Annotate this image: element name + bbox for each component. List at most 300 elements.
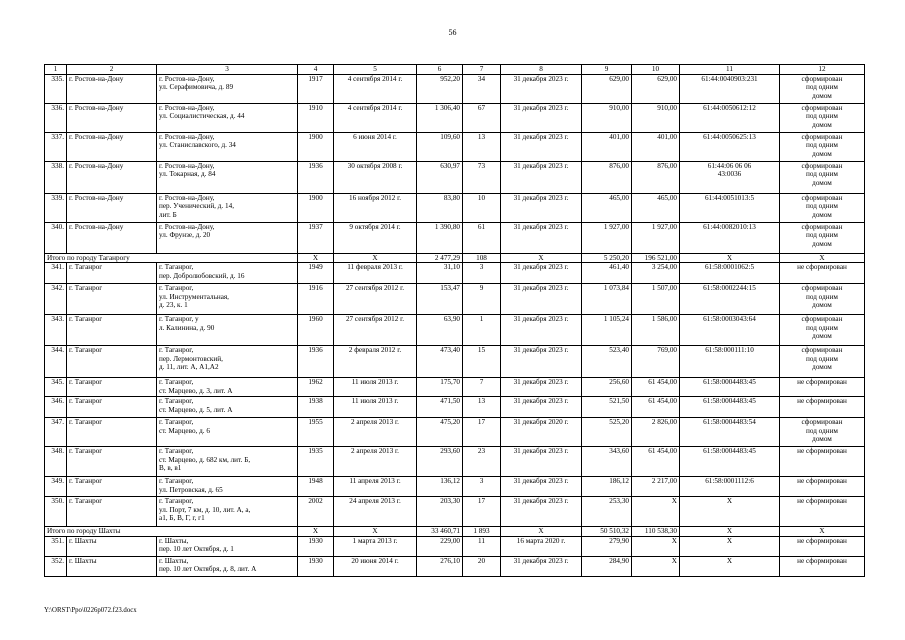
- residents-cell: 7: [463, 378, 501, 397]
- column-number: 5: [334, 65, 417, 75]
- table-body: [45, 65, 865, 577]
- deadline-cell: 31 декабря 2023 г.: [501, 193, 582, 222]
- land-status-cell: не сформирован: [780, 447, 865, 477]
- land-status-line: под одним: [806, 83, 838, 92]
- land-status-line: домом: [812, 332, 832, 341]
- subtotal-deadline: X: [501, 527, 582, 537]
- land-status-line: под одним: [806, 202, 838, 211]
- municipality-cell: г. Шахты: [67, 536, 157, 556]
- column-number: 7: [463, 65, 501, 75]
- municipality-cell: г. Ростов-на-Дону: [67, 132, 157, 161]
- municipality-cell: г. Таганрог: [67, 477, 157, 497]
- land-status-line: под одним: [806, 231, 838, 240]
- address-line: ул. Порт, 7 км, д. 10, лит. А, а,: [159, 505, 251, 514]
- address-line: г. Таганрог,: [159, 447, 194, 456]
- row-number-cell: 340.: [45, 222, 67, 253]
- land-status-line: домом: [812, 149, 832, 158]
- year-built-cell: 1955: [298, 418, 334, 447]
- row-number-cell: 352.: [45, 556, 67, 576]
- municipality-cell: г. Таганрог: [67, 497, 157, 527]
- cadastral-number-cell: 61:44:0050625:13: [680, 132, 780, 161]
- land-status-cell: [780, 103, 865, 132]
- inclusion-date-cell: 4 сентября 2014 г.: [334, 103, 417, 132]
- area-cell: 630,97: [417, 161, 463, 193]
- land-status-line: под одним: [806, 112, 838, 121]
- address-line: пер. 10 лет Октября, д. 1: [159, 545, 234, 554]
- cost-total-cell: 61 454,00: [632, 397, 680, 418]
- address-cell: [157, 103, 298, 132]
- area-cell: 203,30: [417, 497, 463, 527]
- cost-cell: 910,00: [582, 103, 632, 132]
- area-cell: 31,10: [417, 263, 463, 284]
- table-row: [45, 397, 865, 418]
- table-row: [45, 222, 865, 253]
- cost-total-cell: 2 217,00: [632, 477, 680, 497]
- address-cell: [157, 536, 298, 556]
- address-line: д. 11, лит. А, А1,А2: [159, 363, 219, 372]
- address-line: ст. Марцево, д. 6: [159, 426, 210, 435]
- deadline-cell: 31 декабря 2023 г.: [501, 556, 582, 576]
- row-number-cell: 341.: [45, 263, 67, 284]
- municipality-cell: г. Ростов-на-Дону: [67, 103, 157, 132]
- subtotal-area: 33 460,71: [417, 527, 463, 537]
- residents-cell: 3: [463, 263, 501, 284]
- address-line: г. Ростов-на-Дону,: [159, 161, 215, 170]
- year-built-cell: 1962: [298, 378, 334, 397]
- address-line: г. Ростов-на-Дону,: [159, 74, 215, 83]
- row-number-cell: 346.: [45, 397, 67, 418]
- year-built-cell: 1930: [298, 556, 334, 576]
- residents-cell: 73: [463, 161, 501, 193]
- year-built-cell: 1900: [298, 193, 334, 222]
- inclusion-date-cell: 2 февраля 2012 г.: [334, 346, 417, 378]
- cost-total-cell: 61 454,00: [632, 378, 680, 397]
- address-line: г. Таганрог,: [159, 263, 194, 272]
- inclusion-date-cell: 27 сентября 2012 г.: [334, 315, 417, 346]
- address-line: ул. Инструментальная,: [159, 292, 229, 301]
- land-status-line: под одним: [806, 354, 838, 363]
- cost-total-cell: 769,00: [632, 346, 680, 378]
- column-number: 12: [780, 65, 865, 75]
- address-cell: [157, 397, 298, 418]
- residents-cell: 20: [463, 556, 501, 576]
- cadastral-number-line: 43:0036: [717, 170, 742, 179]
- municipality-cell: г. Таганрог: [67, 315, 157, 346]
- column-number: 8: [501, 65, 582, 75]
- row-number-cell: 351.: [45, 536, 67, 556]
- row-number-cell: 336.: [45, 103, 67, 132]
- area-cell: 153,47: [417, 284, 463, 315]
- address-cell: [157, 222, 298, 253]
- address-line: В, в, в1: [159, 464, 182, 473]
- deadline-cell: 16 марта 2020 г.: [501, 536, 582, 556]
- table-row: [45, 74, 865, 103]
- cost-total-cell: 3 254,00: [632, 263, 680, 284]
- land-status-line: сформирован: [801, 284, 843, 293]
- subtotal-year-built: X: [298, 253, 334, 263]
- cost-cell: 465,00: [582, 193, 632, 222]
- land-status-line: сформирован: [801, 222, 843, 231]
- subtotal-cost-total: 110 538,30: [632, 527, 680, 537]
- address-cell: [157, 477, 298, 497]
- deadline-cell: 31 декабря 2023 г.: [501, 284, 582, 315]
- municipality-cell: г. Ростов-на-Дону: [67, 222, 157, 253]
- cadastral-number-cell: 61:58:0004483:54: [680, 418, 780, 447]
- land-status-line: сформирован: [801, 346, 843, 355]
- subtotal-land-status: X: [780, 527, 865, 537]
- table-row: [45, 346, 865, 378]
- table-row: [45, 536, 865, 556]
- inclusion-date-cell: 6 июня 2014 г.: [334, 132, 417, 161]
- address-line: ул. Социалистическая, д. 44: [159, 112, 245, 121]
- residents-cell: 17: [463, 418, 501, 447]
- address-cell: [157, 418, 298, 447]
- residents-cell: 17: [463, 497, 501, 527]
- deadline-cell: 31 декабря 2023 г.: [501, 263, 582, 284]
- cost-total-cell: X: [632, 497, 680, 527]
- inclusion-date-cell: 11 июля 2013 г.: [334, 378, 417, 397]
- municipality-cell: г. Ростов-на-Дону: [67, 193, 157, 222]
- cost-cell: 256,60: [582, 378, 632, 397]
- land-status-line: под одним: [806, 170, 838, 179]
- residents-cell: 11: [463, 536, 501, 556]
- cost-cell: 525,20: [582, 418, 632, 447]
- subtotal-inclusion-date: X: [334, 527, 417, 537]
- land-status-line: сформирован: [801, 132, 843, 141]
- address-line: ул. Фрунзе, д. 20: [159, 231, 211, 240]
- cost-cell: 876,00: [582, 161, 632, 193]
- table-row: [45, 263, 865, 284]
- municipality-cell: г. Ростов-на-Дону: [67, 74, 157, 103]
- year-built-cell: 1948: [298, 477, 334, 497]
- address-line: г. Таганрог,: [159, 477, 194, 486]
- table-row: [45, 477, 865, 497]
- row-number-cell: 345.: [45, 378, 67, 397]
- year-built-cell: 1938: [298, 397, 334, 418]
- area-cell: 475,20: [417, 418, 463, 447]
- area-cell: 276,10: [417, 556, 463, 576]
- address-line: г. Таганрог,: [159, 284, 194, 293]
- land-status-line: сформирован: [801, 418, 843, 427]
- land-status-cell: не сформирован: [780, 263, 865, 284]
- residents-cell: 10: [463, 193, 501, 222]
- land-status-line: под одним: [806, 323, 838, 332]
- cost-cell: 401,00: [582, 132, 632, 161]
- subtotal-row: [45, 527, 865, 537]
- inclusion-date-cell: 11 июля 2013 г.: [334, 397, 417, 418]
- cost-total-cell: 401,00: [632, 132, 680, 161]
- address-cell: [157, 447, 298, 477]
- year-built-cell: 1917: [298, 74, 334, 103]
- land-status-line: под одним: [806, 141, 838, 150]
- land-status-cell: [780, 222, 865, 253]
- cadastral-number-cell: 61:58:000111:10: [680, 346, 780, 378]
- address-line: д. 23, к. 1: [159, 301, 188, 310]
- land-status-line: домом: [812, 91, 832, 100]
- cadastral-number-cell: 61:58:0001062:5: [680, 263, 780, 284]
- row-number-cell: 335.: [45, 74, 67, 103]
- address-line: г. Таганрог,: [159, 397, 194, 406]
- cost-cell: 284,90: [582, 556, 632, 576]
- inclusion-date-cell: 2 апреля 2013 г.: [334, 447, 417, 477]
- municipality-cell: г. Таганрог: [67, 284, 157, 315]
- area-cell: 109,60: [417, 132, 463, 161]
- land-status-line: домом: [812, 239, 832, 248]
- row-number-cell: 348.: [45, 447, 67, 477]
- land-status-cell: не сформирован: [780, 536, 865, 556]
- column-number: 9: [582, 65, 632, 75]
- address-cell: [157, 74, 298, 103]
- row-number-cell: 337.: [45, 132, 67, 161]
- land-status-line: под одним: [806, 292, 838, 301]
- address-cell: [157, 378, 298, 397]
- registry-table: [44, 64, 865, 577]
- deadline-cell: 31 декабря 2023 г.: [501, 74, 582, 103]
- year-built-cell: 1930: [298, 536, 334, 556]
- inclusion-date-cell: 11 февраля 2013 г.: [334, 263, 417, 284]
- year-built-cell: 1937: [298, 222, 334, 253]
- address-line: лит. Б: [159, 210, 177, 219]
- address-line: г. Таганрог, у: [159, 315, 199, 324]
- land-status-cell: [780, 315, 865, 346]
- cost-cell: 253,30: [582, 497, 632, 527]
- address-line: ст. Марцево, д. 3, лит. А: [159, 386, 233, 395]
- address-line: г. Ростов-на-Дону,: [159, 222, 215, 231]
- municipality-cell: г. Таганрог: [67, 397, 157, 418]
- address-cell: [157, 346, 298, 378]
- column-numbers-row: [45, 65, 865, 75]
- address-line: ул. Петровская, д. 65: [159, 485, 223, 494]
- land-status-cell: [780, 74, 865, 103]
- year-built-cell: 1936: [298, 161, 334, 193]
- address-line: г. Ростов-на-Дону,: [159, 193, 215, 202]
- area-cell: 293,60: [417, 447, 463, 477]
- address-line: пер. Лермонтовский,: [159, 354, 223, 363]
- inclusion-date-cell: 20 июня 2014 г.: [334, 556, 417, 576]
- land-status-cell: [780, 132, 865, 161]
- residents-cell: 34: [463, 74, 501, 103]
- year-built-cell: 1916: [298, 284, 334, 315]
- subtotal-residents: 1 893: [463, 527, 501, 537]
- row-number-cell: 339.: [45, 193, 67, 222]
- inclusion-date-cell: 16 ноября 2012 г.: [334, 193, 417, 222]
- cadastral-number-cell: X: [680, 556, 780, 576]
- subtotal-land-status: X: [780, 253, 865, 263]
- deadline-cell: 31 декабря 2023 г.: [501, 378, 582, 397]
- address-line: г. Таганрог,: [159, 378, 194, 387]
- cadastral-number-cell: [680, 161, 780, 193]
- inclusion-date-cell: 4 сентября 2014 г.: [334, 74, 417, 103]
- address-line: г. Таганрог,: [159, 346, 194, 355]
- address-line: ул. Серафимовича, д. 89: [159, 83, 234, 92]
- municipality-cell: г. Ростов-на-Дону: [67, 161, 157, 193]
- cost-total-cell: X: [632, 556, 680, 576]
- cost-cell: 279,90: [582, 536, 632, 556]
- cadastral-number-cell: X: [680, 497, 780, 527]
- address-cell: [157, 315, 298, 346]
- table-row: [45, 103, 865, 132]
- land-status-cell: [780, 161, 865, 193]
- deadline-cell: 31 декабря 2023 г.: [501, 222, 582, 253]
- deadline-cell: 31 декабря 2023 г.: [501, 132, 582, 161]
- land-status-line: домом: [812, 363, 832, 372]
- address-cell: [157, 132, 298, 161]
- deadline-cell: 31 декабря 2023 г.: [501, 161, 582, 193]
- table-row: [45, 161, 865, 193]
- subtotal-label: Итого по городу Таганрогу: [45, 253, 298, 263]
- year-built-cell: 1910: [298, 103, 334, 132]
- year-built-cell: 1900: [298, 132, 334, 161]
- subtotal-cost: 50 510,32: [582, 527, 632, 537]
- land-status-cell: [780, 284, 865, 315]
- cadastral-number-cell: 61:58:0002244:15: [680, 284, 780, 315]
- land-status-cell: не сформирован: [780, 477, 865, 497]
- table-row: [45, 284, 865, 315]
- area-cell: 1 390,80: [417, 222, 463, 253]
- column-number: 4: [298, 65, 334, 75]
- cadastral-number-cell: 61:58:0001112:6: [680, 477, 780, 497]
- cost-total-cell: 1 507,00: [632, 284, 680, 315]
- cost-cell: 343,60: [582, 447, 632, 477]
- cost-cell: 1 073,84: [582, 284, 632, 315]
- cost-total-cell: X: [632, 536, 680, 556]
- land-status-cell: не сформирован: [780, 497, 865, 527]
- land-status-line: сформирован: [801, 193, 843, 202]
- land-status-cell: не сформирован: [780, 378, 865, 397]
- deadline-cell: 31 декабря 2023 г.: [501, 477, 582, 497]
- cost-cell: 1 927,00: [582, 222, 632, 253]
- deadline-cell: 31 декабря 2023 г.: [501, 103, 582, 132]
- land-status-cell: [780, 346, 865, 378]
- cadastral-number-cell: 61:58:0004483:45: [680, 397, 780, 418]
- inclusion-date-cell: 27 сентября 2012 г.: [334, 284, 417, 315]
- subtotal-deadline: X: [501, 253, 582, 263]
- area-cell: 83,80: [417, 193, 463, 222]
- cost-total-cell: 1 586,00: [632, 315, 680, 346]
- land-status-cell: не сформирован: [780, 556, 865, 576]
- cadastral-number-line: 61:44:06 06 06: [707, 161, 752, 170]
- cost-total-cell: 61 454,00: [632, 447, 680, 477]
- address-line: г. Таганрог,: [159, 497, 194, 506]
- cost-cell: 521,50: [582, 397, 632, 418]
- municipality-cell: г. Таганрог: [67, 418, 157, 447]
- inclusion-date-cell: 30 октября 2008 г.: [334, 161, 417, 193]
- column-number: 3: [157, 65, 298, 75]
- address-line: г. Ростов-на-Дону,: [159, 103, 215, 112]
- deadline-cell: 31 декабря 2023 г.: [501, 346, 582, 378]
- cost-cell: 523,40: [582, 346, 632, 378]
- cadastral-number-cell: 61:58:0004483:45: [680, 447, 780, 477]
- subtotal-residents: 108: [463, 253, 501, 263]
- land-status-line: домом: [812, 178, 832, 187]
- area-cell: 473,40: [417, 346, 463, 378]
- residents-cell: 67: [463, 103, 501, 132]
- address-line: ул. Станиславского, д. 34: [159, 141, 236, 150]
- cadastral-number-cell: 61:44:0082010:13: [680, 222, 780, 253]
- deadline-cell: 31 декабря 2023 г.: [501, 315, 582, 346]
- cost-cell: 1 105,24: [582, 315, 632, 346]
- land-status-line: сформирован: [801, 103, 843, 112]
- cost-cell: 629,00: [582, 74, 632, 103]
- address-line: пер. Ученический, д. 14,: [159, 202, 234, 211]
- year-built-cell: 1949: [298, 263, 334, 284]
- address-line: г. Ростов-на-Дону,: [159, 132, 215, 141]
- cost-total-cell: 629,00: [632, 74, 680, 103]
- row-number-cell: 347.: [45, 418, 67, 447]
- inclusion-date-cell: 24 апреля 2013 г.: [334, 497, 417, 527]
- residents-cell: 61: [463, 222, 501, 253]
- land-status-line: домом: [812, 435, 832, 444]
- year-built-cell: 1960: [298, 315, 334, 346]
- cadastral-number-cell: 61:58:0003043:64: [680, 315, 780, 346]
- table-row: [45, 132, 865, 161]
- inclusion-date-cell: 1 марта 2013 г.: [334, 536, 417, 556]
- cadastral-number-cell: 61:44:0040903:231: [680, 74, 780, 103]
- area-cell: 63,90: [417, 315, 463, 346]
- land-status-line: домом: [812, 120, 832, 129]
- cost-cell: 186,12: [582, 477, 632, 497]
- row-number-cell: 344.: [45, 346, 67, 378]
- cost-total-cell: 876,00: [632, 161, 680, 193]
- table-row: [45, 378, 865, 397]
- address-line: л. Калинина, д. 90: [159, 323, 215, 332]
- cadastral-number-cell: X: [680, 536, 780, 556]
- area-cell: 175,70: [417, 378, 463, 397]
- area-cell: 1 306,40: [417, 103, 463, 132]
- area-cell: 471,50: [417, 397, 463, 418]
- row-number-cell: 338.: [45, 161, 67, 193]
- subtotal-cadastral-number: X: [680, 253, 780, 263]
- row-number-cell: 343.: [45, 315, 67, 346]
- column-number: 10: [632, 65, 680, 75]
- subtotal-row: [45, 253, 865, 263]
- address-cell: [157, 556, 298, 576]
- subtotal-label: Итого по городу Шахты: [45, 527, 298, 537]
- address-line: а1, Б, В, Г, г, г1: [159, 514, 205, 523]
- municipality-cell: г. Шахты: [67, 556, 157, 576]
- address-line: ул. Токарная, д. 84: [159, 170, 216, 179]
- address-line: ст. Марцево, д. 682 км, лит. Б,: [159, 455, 251, 464]
- cost-total-cell: 465,00: [632, 193, 680, 222]
- cost-cell: 461,40: [582, 263, 632, 284]
- year-built-cell: 1935: [298, 447, 334, 477]
- municipality-cell: г. Таганрог: [67, 346, 157, 378]
- municipality-cell: г. Таганрог: [67, 263, 157, 284]
- area-cell: 229,00: [417, 536, 463, 556]
- table-row: [45, 418, 865, 447]
- municipality-cell: г. Таганрог: [67, 447, 157, 477]
- deadline-cell: 31 декабря 2020 г.: [501, 418, 582, 447]
- cost-total-cell: 2 826,00: [632, 418, 680, 447]
- address-cell: [157, 161, 298, 193]
- address-line: г. Таганрог,: [159, 418, 194, 427]
- subtotal-area: 2 477,29: [417, 253, 463, 263]
- address-cell: [157, 497, 298, 527]
- row-number-cell: 349.: [45, 477, 67, 497]
- address-cell: [157, 284, 298, 315]
- cadastral-number-cell: 61:58:0004483:45: [680, 378, 780, 397]
- residents-cell: 13: [463, 132, 501, 161]
- land-status-cell: не сформирован: [780, 397, 865, 418]
- land-status-line: сформирован: [801, 74, 843, 83]
- table-row: [45, 497, 865, 527]
- deadline-cell: 31 декабря 2023 г.: [501, 497, 582, 527]
- page-number: 56: [448, 28, 457, 37]
- cost-total-cell: 910,00: [632, 103, 680, 132]
- column-number: 11: [680, 65, 780, 75]
- land-status-line: домом: [812, 210, 832, 219]
- cadastral-number-cell: 61:44:0050612:12: [680, 103, 780, 132]
